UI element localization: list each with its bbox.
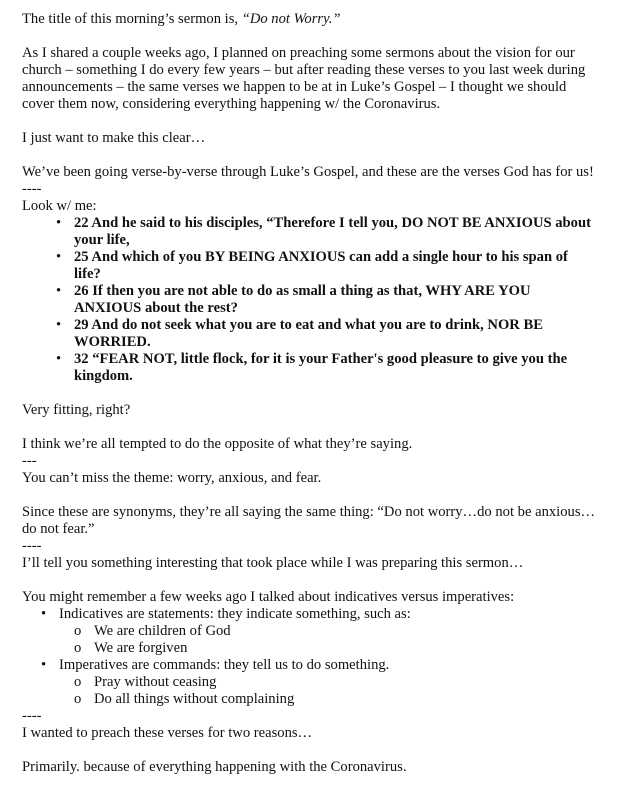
verse-item: • 32 “FEAR NOT, little flock, for it is your Father's good pleasure to give you the kingdom. (74, 351, 596, 385)
title-prefix: The title of this morning’s sermon is, (22, 11, 242, 27)
example-item: o Pray without ceasing (94, 674, 596, 691)
paragraph-primarily: Primarily. because of everything happening with the Coronavirus. (22, 759, 407, 775)
example-list (59, 674, 596, 708)
look-with-me: Look w/ me: (22, 198, 97, 214)
verse-item: • 26 If then you are not able to do as small a thing as that, WHY ARE YOU ANXIOUS about the rest? (74, 283, 596, 317)
verse-list (22, 215, 596, 385)
example-item: o We are children of God (94, 623, 596, 640)
paragraph-interesting: I’ll tell you something interesting that took place while I was preparing this sermon… (22, 555, 524, 571)
concept-label: Indicatives are statements: they indicate something, such as: (59, 606, 411, 622)
example-list (59, 623, 596, 657)
paragraph-clarify: I just want to make this clear… (22, 130, 206, 146)
paragraph-verse-by-verse: We’ve been going verse-by-verse through Luke’s Gospel, and these are the verses God has for us! (22, 164, 594, 180)
paragraph-tempted: I think we’re all tempted to do the opposite of what they’re saying. (22, 436, 413, 452)
separator: ---- (22, 708, 42, 724)
concept-list (22, 606, 596, 708)
separator: --- (22, 453, 37, 469)
separator: ---- (22, 181, 42, 197)
verse-item: • 29 And do not seek what you are to eat and what you are to drink, NOR BE WORRIED. (74, 317, 596, 351)
sermon-title: “Do not Worry.” (241, 11, 341, 27)
separator: ---- (22, 538, 42, 554)
concept-item-indicatives (59, 606, 596, 657)
sermon-title-line (22, 11, 596, 28)
paragraph-vision: As I shared a couple weeks ago, I planned on preaching some sermons about the vision for our church – something I do every few years – but after reading these verses to you last week during announcements – the same verses we happen to be at in Luke’s Gospel – I thought we should cover them now, considering everything happening w/ the Coronavirus. (22, 45, 586, 112)
concept-label: Imperatives are commands: they tell us to do something. (59, 657, 390, 673)
verse-item: • 25 And which of you BY BEING ANXIOUS can add a single hour to his span of life? (74, 249, 596, 283)
example-item: o We are forgiven (94, 640, 596, 657)
example-item: o Do all things without complaining (94, 691, 596, 708)
paragraph-indicatives-intro: You might remember a few weeks ago I talked about indicatives versus imperatives: (22, 589, 515, 605)
paragraph-synonyms: Since these are synonyms, they’re all saying the same thing: “Do not worry…do not be anxious…do not fear.” (22, 504, 596, 537)
paragraph-two-reasons: I wanted to preach these verses for two reasons… (22, 725, 313, 741)
concept-item-imperatives (59, 657, 596, 708)
paragraph-theme: You can’t miss the theme: worry, anxious, and fear. (22, 470, 322, 486)
verse-item: • 22 And he said to his disciples, “Therefore I tell you, DO NOT BE ANXIOUS about your life, (74, 215, 596, 249)
paragraph-fitting: Very fitting, right? (22, 402, 131, 418)
